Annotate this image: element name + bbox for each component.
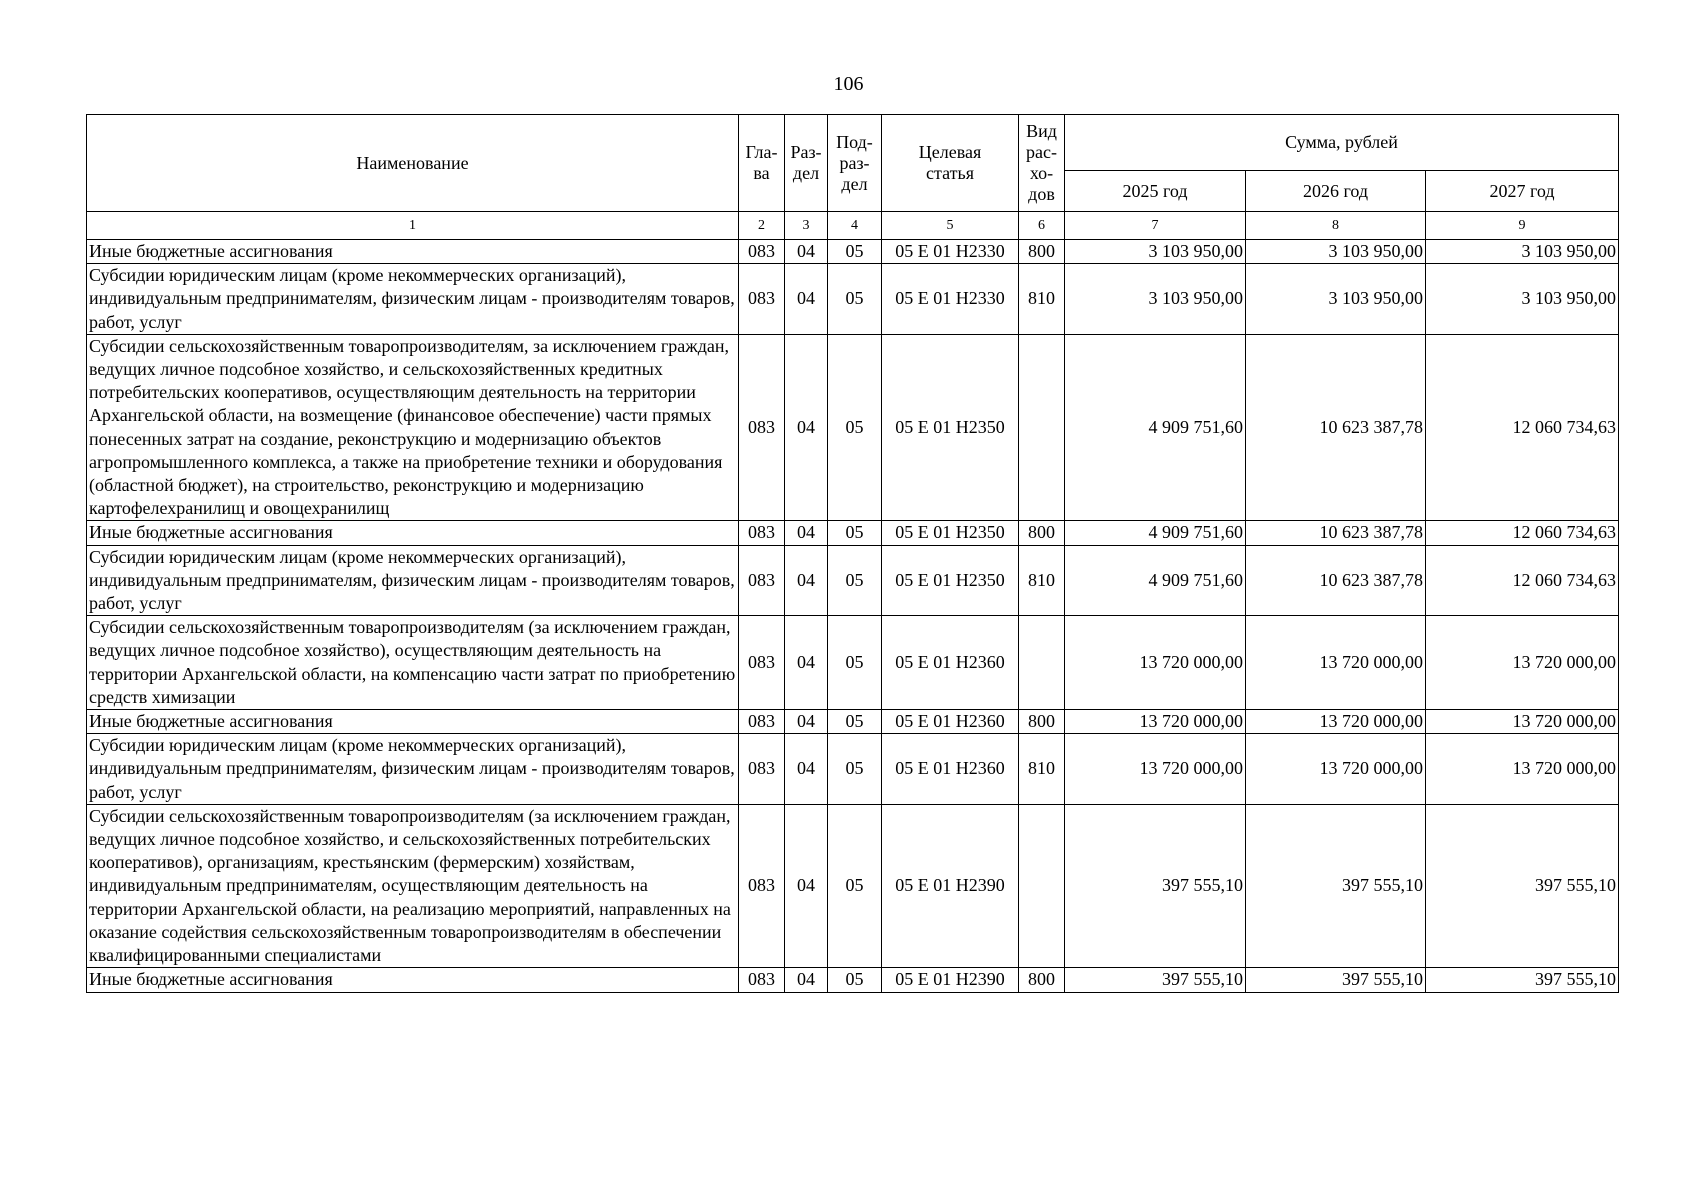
row-name: Иные бюджетные ассигнования xyxy=(87,968,739,992)
row-chapter: 083 xyxy=(739,334,785,521)
row-sum-2026: 13 720 000,00 xyxy=(1246,734,1426,805)
table-row xyxy=(87,264,1619,335)
row-section: 04 xyxy=(785,616,828,710)
row-sum-2027: 12 060 734,63 xyxy=(1426,545,1619,616)
row-sum-2025: 13 720 000,00 xyxy=(1065,616,1246,710)
header-section xyxy=(785,115,828,212)
row-sum-2026: 13 720 000,00 xyxy=(1246,710,1426,734)
table-row xyxy=(87,616,1619,710)
table-row xyxy=(87,521,1619,545)
row-chapter: 083 xyxy=(739,804,785,967)
table-row xyxy=(87,804,1619,967)
row-sum-2027: 13 720 000,00 xyxy=(1426,616,1619,710)
row-target-article: 05 Е 01 Н2330 xyxy=(882,264,1019,335)
column-number: 3 xyxy=(785,212,828,240)
row-sum-2027: 3 103 950,00 xyxy=(1426,240,1619,264)
row-target-article: 05 Е 01 Н2350 xyxy=(882,545,1019,616)
row-sum-2025: 3 103 950,00 xyxy=(1065,264,1246,335)
row-chapter: 083 xyxy=(739,264,785,335)
row-subsection: 05 xyxy=(828,240,882,264)
row-sum-2026: 397 555,10 xyxy=(1246,968,1426,992)
row-chapter: 083 xyxy=(739,240,785,264)
header-sum: Сумма, рублей xyxy=(1065,115,1619,171)
row-sum-2027: 13 720 000,00 xyxy=(1426,734,1619,805)
table-header xyxy=(87,115,1619,240)
row-section: 04 xyxy=(785,264,828,335)
row-sum-2026: 3 103 950,00 xyxy=(1246,240,1426,264)
header-target-article-label: Целевая статья xyxy=(918,142,982,183)
row-target-article: 05 Е 01 Н2360 xyxy=(882,710,1019,734)
column-number: 6 xyxy=(1019,212,1065,240)
row-section: 04 xyxy=(785,334,828,521)
column-number: 8 xyxy=(1246,212,1426,240)
row-sum-2025: 397 555,10 xyxy=(1065,804,1246,967)
row-expense-type: 810 xyxy=(1019,734,1065,805)
row-name: Субсидии юридическим лицам (кроме некоммерческих организаций), индивидуальным предпринимателям, физическим лицам - производителям товаров, работ, услуг xyxy=(87,545,739,616)
row-name: Иные бюджетные ассигнования xyxy=(87,521,739,545)
row-expense-type: 800 xyxy=(1019,240,1065,264)
row-chapter: 083 xyxy=(739,616,785,710)
row-target-article: 05 Е 01 Н2360 xyxy=(882,734,1019,805)
column-number: 4 xyxy=(828,212,882,240)
header-subsection-label: Под- раз- дел xyxy=(836,131,873,194)
row-name: Субсидии сельскохозяйственным товаропроизводителям (за исключением граждан, ведущих личное подсобное хозяйство, и сельскохозяйственных потребительских кооперативов), организациям, крестьянским (фермерским) хозяйствам, индивидуальным предпринимателям, осуществляющим деятельность на территории Архангельской области, на реализацию мероприятий, направленных на оказание содействия сельскохозяйственным товаропроизводителям в обеспечении квалифицированными специалистами xyxy=(87,804,739,967)
row-sum-2025: 397 555,10 xyxy=(1065,968,1246,992)
row-expense-type: 800 xyxy=(1019,521,1065,545)
row-name: Иные бюджетные ассигнования xyxy=(87,240,739,264)
row-name: Субсидии сельскохозяйственным товаропроизводителям (за исключением граждан, ведущих личное подсобное хозяйство), осуществляющим деятельность на территории Архангельской области, на компенсацию части затрат по приобретению средств химизации xyxy=(87,616,739,710)
row-expense-type: 810 xyxy=(1019,264,1065,335)
row-sum-2027: 12 060 734,63 xyxy=(1426,334,1619,521)
table-row xyxy=(87,240,1619,264)
header-year-2026: 2026 год xyxy=(1246,171,1426,212)
header-expense-type xyxy=(1019,115,1065,212)
row-name: Субсидии юридическим лицам (кроме некоммерческих организаций), индивидуальным предпринимателям, физическим лицам - производителям товаров, работ, услуг xyxy=(87,734,739,805)
row-expense-type: 810 xyxy=(1019,545,1065,616)
row-section: 04 xyxy=(785,734,828,805)
row-sum-2025: 13 720 000,00 xyxy=(1065,734,1246,805)
header-year-2027: 2027 год xyxy=(1426,171,1619,212)
row-subsection: 05 xyxy=(828,616,882,710)
header-target-article xyxy=(882,115,1019,212)
column-number: 5 xyxy=(882,212,1019,240)
row-section: 04 xyxy=(785,240,828,264)
table-row xyxy=(87,968,1619,992)
row-sum-2025: 4 909 751,60 xyxy=(1065,545,1246,616)
row-subsection: 05 xyxy=(828,710,882,734)
table-row xyxy=(87,545,1619,616)
row-target-article: 05 Е 01 Н2350 xyxy=(882,521,1019,545)
table-row xyxy=(87,710,1619,734)
row-sum-2025: 13 720 000,00 xyxy=(1065,710,1246,734)
row-sum-2027: 3 103 950,00 xyxy=(1426,264,1619,335)
row-sum-2026: 10 623 387,78 xyxy=(1246,334,1426,521)
row-sum-2026: 13 720 000,00 xyxy=(1246,616,1426,710)
header-subsection xyxy=(828,115,882,212)
row-expense-type: 800 xyxy=(1019,968,1065,992)
row-name: Иные бюджетные ассигнования xyxy=(87,710,739,734)
column-number: 2 xyxy=(739,212,785,240)
row-target-article: 05 Е 01 Н2330 xyxy=(882,240,1019,264)
row-sum-2025: 4 909 751,60 xyxy=(1065,334,1246,521)
row-sum-2027: 397 555,10 xyxy=(1426,968,1619,992)
row-chapter: 083 xyxy=(739,734,785,805)
row-subsection: 05 xyxy=(828,521,882,545)
row-section: 04 xyxy=(785,804,828,967)
column-number: 9 xyxy=(1426,212,1619,240)
row-subsection: 05 xyxy=(828,734,882,805)
header-chapter xyxy=(739,115,785,212)
header-chapter-label: Гла- ва xyxy=(745,142,778,183)
row-name: Субсидии сельскохозяйственным товаропроизводителям, за исключением граждан, ведущих личное подсобное хозяйство, и сельскохозяйственных кредитных потребительских кооперативов, осуществляющим деятельность на территории Архангельской области, на возмещение (финансовое обеспечение) части прямых понесенных затрат на создание, реконструкцию и модернизацию объектов агропромышленного комплекса, а также на приобретение техники и оборудования (областной бюджет), на строительство, реконструкцию и модернизацию картофелехранилищ и овощехранилищ xyxy=(87,334,739,521)
row-name: Субсидии юридическим лицам (кроме некоммерческих организаций), индивидуальным предпринимателям, физическим лицам - производителям товаров, работ, услуг xyxy=(87,264,739,335)
row-subsection: 05 xyxy=(828,545,882,616)
budget-table xyxy=(86,114,1619,993)
row-section: 04 xyxy=(785,545,828,616)
row-section: 04 xyxy=(785,968,828,992)
header-section-label: Раз- дел xyxy=(790,142,822,183)
row-subsection: 05 xyxy=(828,804,882,967)
row-sum-2026: 3 103 950,00 xyxy=(1246,264,1426,335)
row-expense-type: 800 xyxy=(1019,710,1065,734)
column-numbers-row xyxy=(87,212,1619,240)
column-number: 1 xyxy=(87,212,739,240)
header-name: Наименование xyxy=(87,115,739,212)
table-row xyxy=(87,734,1619,805)
row-expense-type xyxy=(1019,616,1065,710)
table-row xyxy=(87,334,1619,521)
header-expense-type-label: Вид рас- хо- дов xyxy=(1026,121,1057,204)
row-target-article: 05 Е 01 Н2360 xyxy=(882,616,1019,710)
row-subsection: 05 xyxy=(828,264,882,335)
header-year-2025: 2025 год xyxy=(1065,171,1246,212)
row-expense-type xyxy=(1019,804,1065,967)
row-sum-2026: 397 555,10 xyxy=(1246,804,1426,967)
row-target-article: 05 Е 01 Н2390 xyxy=(882,804,1019,967)
row-section: 04 xyxy=(785,521,828,545)
row-sum-2025: 3 103 950,00 xyxy=(1065,240,1246,264)
row-chapter: 083 xyxy=(739,968,785,992)
row-sum-2026: 10 623 387,78 xyxy=(1246,521,1426,545)
row-sum-2025: 4 909 751,60 xyxy=(1065,521,1246,545)
row-sum-2027: 12 060 734,63 xyxy=(1426,521,1619,545)
row-expense-type xyxy=(1019,334,1065,521)
row-sum-2027: 397 555,10 xyxy=(1426,804,1619,967)
row-subsection: 05 xyxy=(828,968,882,992)
row-target-article: 05 Е 01 Н2350 xyxy=(882,334,1019,521)
row-subsection: 05 xyxy=(828,334,882,521)
page-number: 106 xyxy=(833,73,864,95)
row-chapter: 083 xyxy=(739,545,785,616)
table-body xyxy=(87,240,1619,993)
row-sum-2027: 13 720 000,00 xyxy=(1426,710,1619,734)
row-sum-2026: 10 623 387,78 xyxy=(1246,545,1426,616)
row-chapter: 083 xyxy=(739,710,785,734)
row-chapter: 083 xyxy=(739,521,785,545)
row-section: 04 xyxy=(785,710,828,734)
row-target-article: 05 Е 01 Н2390 xyxy=(882,968,1019,992)
column-number: 7 xyxy=(1065,212,1246,240)
